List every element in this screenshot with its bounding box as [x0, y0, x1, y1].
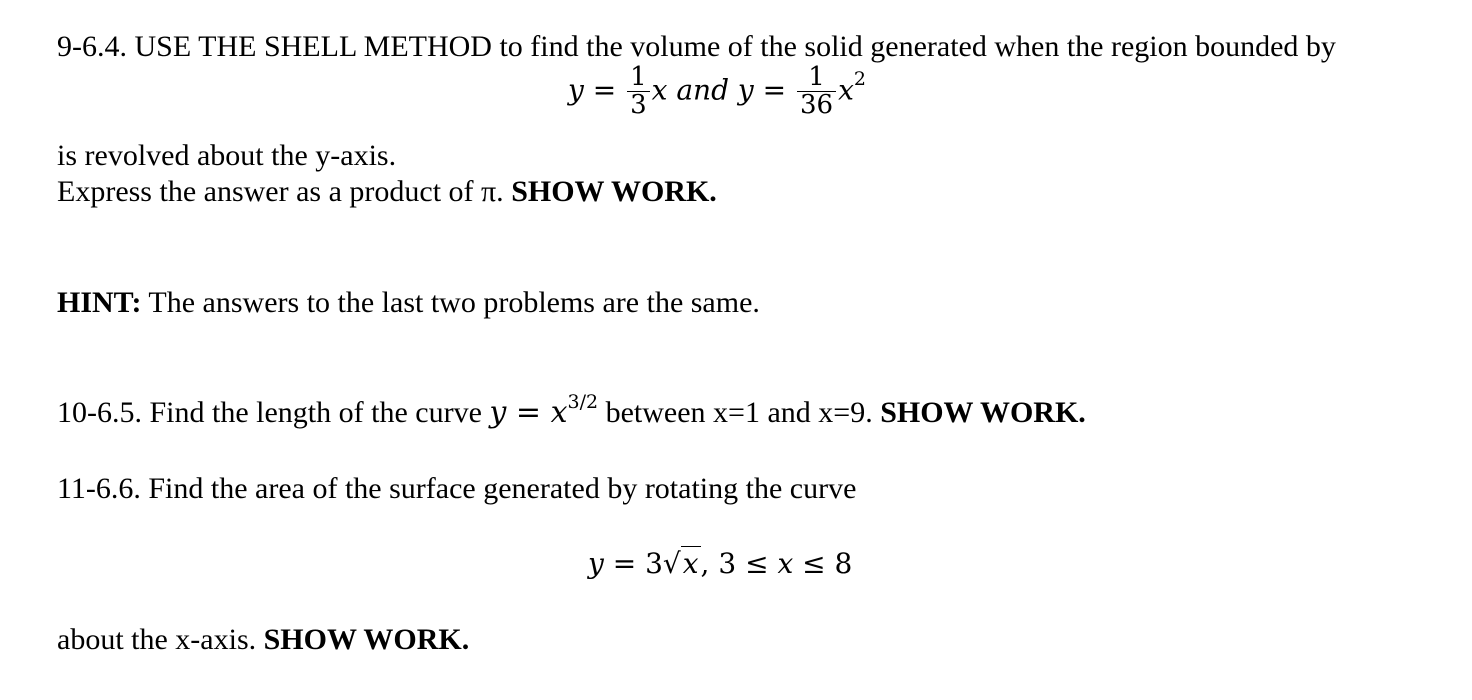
- problem-10-line: [57, 390, 1086, 430]
- problem-11-equation: [588, 547, 853, 580]
- problem-10-show-work: SHOW WORK.: [880, 396, 1086, 429]
- hint-text: The answers to the last two problems are the same.: [141, 286, 760, 319]
- fraction-one-thirtysixth: [797, 64, 836, 120]
- hint-label: HINT:: [57, 286, 142, 319]
- frac2-numerator: 1: [797, 64, 836, 92]
- eq-and: and: [667, 73, 738, 107]
- p11-range-x: x: [777, 547, 794, 580]
- problem-9-line3: [57, 177, 717, 207]
- problem-11-show-work: SHOW WORK.: [263, 623, 470, 656]
- eq-x1: x: [651, 73, 668, 107]
- problem-9-equation: [568, 64, 866, 120]
- p10-exponent: 3/2: [567, 390, 599, 413]
- problem-10-text2: between x=1 and x=9.: [598, 396, 881, 429]
- problem-11-heading: 11-6.6. Find the area of the surface generated by rotating the curve: [57, 472, 857, 505]
- hint-line: [57, 288, 760, 318]
- eq-equals2: =: [753, 73, 795, 107]
- radical-sign: √: [662, 547, 681, 580]
- p11-y: y: [588, 547, 604, 580]
- eq-y1: y: [568, 73, 584, 107]
- p11-range-a: , 3 ≤: [700, 547, 778, 580]
- radicand: x: [682, 547, 699, 580]
- problem-10-text1: 10-6.5. Find the length of the curve: [57, 396, 490, 429]
- p11-equals: = 3: [603, 547, 663, 580]
- eq-y2: y: [737, 73, 754, 107]
- p10-y: y: [489, 395, 507, 430]
- eq-x2: x: [838, 73, 854, 107]
- problem-9-heading: 9-6.4. USE THE SHELL METHOD to find the volume of the solid generated when the region bounded by: [57, 30, 1336, 63]
- p10-equals: =: [506, 395, 551, 430]
- eq-equals1: =: [583, 73, 626, 107]
- fraction-one-third: [627, 64, 650, 120]
- p10-x: x: [550, 395, 568, 430]
- sqrt-symbol: [662, 547, 701, 580]
- frac2-denominator: 36: [799, 90, 834, 121]
- problem-9-show-work: SHOW WORK.: [511, 175, 717, 208]
- frac1-numerator: 1: [627, 64, 650, 92]
- eq-exponent-2: 2: [853, 68, 866, 91]
- problem-9-line3-text: Express the answer as a product of π.: [57, 175, 512, 208]
- frac1-denominator: 3: [630, 90, 647, 121]
- problem-9-line2: is revolved about the y-axis.: [57, 139, 397, 172]
- problem-11-last-text: about the x-axis.: [57, 623, 264, 656]
- problem-11-last-line: [57, 625, 469, 655]
- p11-range-b: ≤ 8: [793, 547, 853, 580]
